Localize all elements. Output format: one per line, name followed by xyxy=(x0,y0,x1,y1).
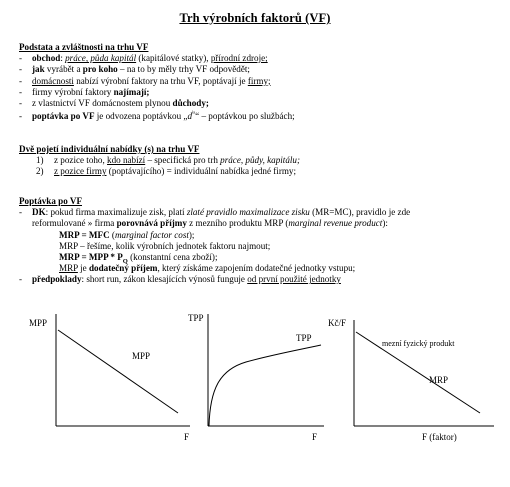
section-heading: Poptávka po VF xyxy=(19,196,82,206)
y-axis-label: Kč/F xyxy=(328,318,346,328)
list-item: - z vlastnictví VF domácnostem plynou důchody; xyxy=(19,97,209,108)
curve-label: MRP xyxy=(429,375,449,385)
formula: MRP = MPP * $P_Q$ (konstantní cena zboží); xyxy=(59,251,218,265)
section-poptavka xyxy=(19,196,504,286)
section-dve-pojeti xyxy=(19,144,504,178)
y-axis-label: MPP xyxy=(29,318,48,328)
annotation: mezní fyzický produkt xyxy=(382,339,455,348)
list-item: - jak vyrábět a pro koho – na to by měly trhy VF odpovědět; xyxy=(19,64,250,75)
curve-label: TPP xyxy=(296,333,312,343)
list-item: 1) z pozice toho, kdo nabízí – specifická pro trh práce, půdy, kapitálu; xyxy=(36,155,300,166)
tpp-curve xyxy=(209,345,321,426)
chart-tpp xyxy=(186,308,336,448)
x-axis-label: F xyxy=(312,432,318,442)
list-item: - obchod: práce, půda kapitál (kapitálové statky), přírodní zdroje; xyxy=(19,53,268,64)
list-item: - domácnosti nabízí výrobní faktory na trhu VF, poptávají je firmy; xyxy=(19,75,271,86)
list-item: reformulované » firma porovnává příjmy z mezního produktu MRP (marginal revenue product): xyxy=(32,218,388,229)
section-podstata xyxy=(19,42,504,120)
formula: MRP – řešíme, kolik výrobních jednotek faktoru najmout; xyxy=(59,240,271,251)
chart-mpp xyxy=(28,308,198,448)
x-axis-label: F (faktor) xyxy=(422,432,457,442)
list-item: - DK: pokud firma maximalizuje zisk, platí zlaté pravidlo maximalizace zisku (MR=MC), pravidlo je zde xyxy=(19,207,411,218)
list-item: - firmy výrobní faktory najímají; xyxy=(19,86,150,97)
y-axis-label: TPP xyxy=(188,313,204,323)
formula: MRP je dodatečný příjem, který získáme zapojením dodatečné jednotky vstupu; xyxy=(59,263,356,274)
mpp-curve xyxy=(58,330,178,413)
list-item: - poptávka po VF je odvozena poptávkou $„d^{ᵏˢ}“$ – poptávkou po službách; xyxy=(19,111,295,122)
page-title: Trh výrobních faktorů (VF) xyxy=(179,11,331,25)
curve-label: MPP xyxy=(132,351,151,361)
list-item: - předpoklady: short run, zákon klesajících výnosů funguje od první použité jednotky xyxy=(19,274,341,285)
section-heading: Dvě pojetí individuální nabídky (s) na trhu VF xyxy=(19,144,200,154)
x-axis-label: F xyxy=(184,432,190,442)
list-item: 2) z pozice firmy (poptávajícího) = individuální nabídka jedné firmy; xyxy=(36,166,296,177)
formula: MRP = MFC (marginal factor cost); xyxy=(59,229,195,240)
chart-mrp xyxy=(326,308,506,458)
section-heading: Podstata a zvláštnosti na trhu VF xyxy=(19,42,149,52)
